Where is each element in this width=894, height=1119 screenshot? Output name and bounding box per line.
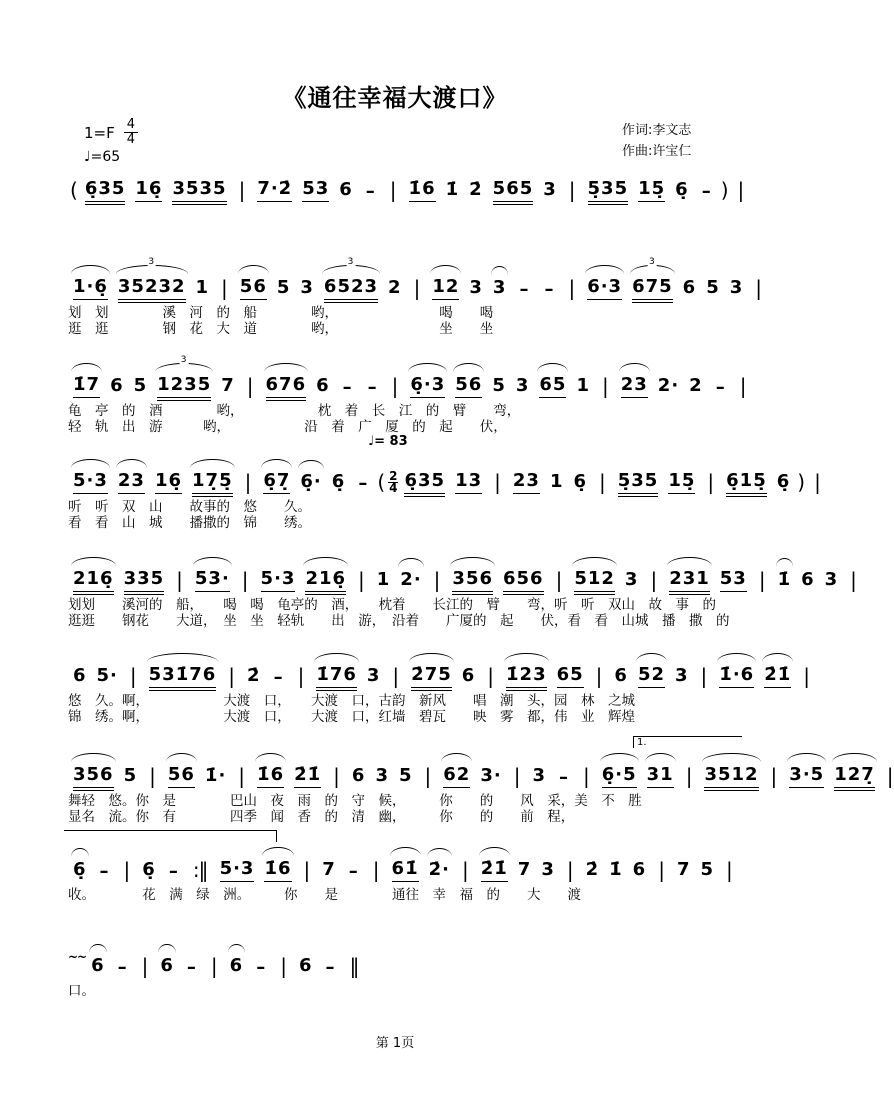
note-group: 512 xyxy=(574,568,615,592)
note-group: 5 xyxy=(492,375,506,396)
first-ending-bracket-continuation xyxy=(64,830,277,842)
barline: | xyxy=(389,178,397,202)
barline: | xyxy=(595,664,603,688)
note-group: 6 xyxy=(461,665,476,686)
note-group: 3512 xyxy=(704,764,758,788)
barline: | xyxy=(358,568,365,592)
note-group: 1̇·6 xyxy=(719,664,754,688)
note-group: 5·3 xyxy=(261,568,296,592)
duration-dash: – xyxy=(715,377,725,398)
note-group: 53· xyxy=(195,568,230,592)
note-group: 6 xyxy=(229,955,244,976)
note-group: 335 xyxy=(124,568,165,592)
note-group: 23 xyxy=(118,470,145,494)
tuplet-number: 3 xyxy=(148,257,156,267)
barline: | xyxy=(566,858,574,882)
barline: | xyxy=(413,276,421,300)
tempo-marking: ♩=65 xyxy=(84,149,121,165)
duration-dash: – xyxy=(519,279,529,300)
note-group: 6 xyxy=(632,859,647,880)
notation-line-3 xyxy=(68,355,748,435)
note-group: 6 xyxy=(682,277,697,298)
duration-dash: – xyxy=(99,861,109,882)
note-group: 675 3 xyxy=(632,276,673,300)
barline: | xyxy=(658,858,665,882)
note-group: 6 xyxy=(298,955,313,976)
lyrics-verse-1: 悠 久。啊， 大渡 口， 大渡 口，古韵 新风 唱 潮 头，园 林 之城 xyxy=(68,693,635,708)
barline: | xyxy=(770,764,778,788)
barline: | xyxy=(737,178,745,202)
note-group: 6̣ xyxy=(331,471,346,492)
barline: | xyxy=(700,664,708,688)
note-group: 6̣15̣ xyxy=(726,470,767,494)
note-group: 1̇ xyxy=(445,179,460,200)
duration-dash: – xyxy=(342,377,352,398)
note-group: 216̣ xyxy=(305,568,346,592)
note-group: 6̣·3 xyxy=(410,374,445,398)
note-group: 1·6̣ xyxy=(73,276,108,300)
key-signature: 1=F xyxy=(84,123,115,142)
note-group: 62 xyxy=(443,764,470,788)
barline: | xyxy=(886,764,894,788)
barline: | xyxy=(814,470,821,494)
note-group: 565 xyxy=(493,178,534,202)
note-group: 6 xyxy=(91,955,105,976)
note-group: 53 xyxy=(720,568,747,592)
note-group: 1̇ xyxy=(777,569,792,590)
note-group: 2̇ xyxy=(469,179,483,200)
note-group: 3 xyxy=(366,665,381,686)
note-group: 7 xyxy=(322,859,336,880)
duration-dash: – xyxy=(558,767,568,788)
note-group: 6̣ xyxy=(142,859,156,880)
barline: | xyxy=(755,276,762,300)
barline: | xyxy=(176,568,183,592)
note-group: 31 xyxy=(647,764,674,788)
note-group: 6̣ xyxy=(776,471,791,492)
duration-dash: – xyxy=(168,861,178,882)
duration-dash: – xyxy=(544,279,554,300)
parenthesis: ( xyxy=(377,470,386,494)
note-group: 6 xyxy=(351,765,366,786)
note-group: 5·3 xyxy=(73,470,108,494)
note-group: 7 xyxy=(221,375,235,396)
notes-row xyxy=(68,948,748,978)
note-group: 356 xyxy=(452,568,493,592)
note-group: 2̇1̇ xyxy=(764,664,791,688)
duration-dash: – xyxy=(367,377,377,398)
duration-dash: – xyxy=(348,861,358,882)
credits-block xyxy=(622,120,691,162)
note-group: 7 xyxy=(676,859,691,880)
barline: | xyxy=(244,470,252,494)
barline: | xyxy=(241,568,249,592)
barline: | xyxy=(246,374,254,398)
barline: | xyxy=(685,764,693,788)
note-group: 3535 xyxy=(172,178,226,202)
note-group: 65 xyxy=(557,664,584,688)
barline: | xyxy=(555,568,563,592)
barline: | xyxy=(601,374,609,398)
barline: | xyxy=(650,568,658,592)
note-group: 3 xyxy=(375,765,389,786)
lyrics-verse-1: 舞轻 悠。你 是 巴山 夜 雨 的 守 候， 你 的 风 采，美 不 胜 xyxy=(68,793,642,808)
note-group: 7·2̇ xyxy=(257,178,292,202)
note-group: 5 xyxy=(133,375,148,396)
duration-dash: – xyxy=(186,957,196,978)
barline: | xyxy=(391,374,399,398)
barline: | xyxy=(228,664,236,688)
note-group: 6̣·5 xyxy=(602,764,637,788)
lyrics-verse-2: 锦 绣。啊， 大渡 口， 大渡 口，红墙 碧瓦 映 雾 都，伟 业 辉煌 xyxy=(68,709,635,724)
note-group: 5·3 xyxy=(220,858,255,882)
note-group: 5 xyxy=(123,765,138,786)
duration-dash: – xyxy=(701,181,711,202)
barline: | xyxy=(726,858,733,882)
repeat-barline: :‖ xyxy=(192,858,208,882)
barline: | xyxy=(758,568,766,592)
note-group: 2̇ xyxy=(247,665,261,686)
note-group: 531̇76 xyxy=(149,664,217,688)
notation-line-8 xyxy=(68,852,748,903)
parenthesis: ( xyxy=(70,178,78,202)
barline: | xyxy=(487,664,495,688)
lyrics-verse-2: 逛 逛 钢 花 大 道 哟， 坐 坐 xyxy=(68,321,494,336)
note-group: 3 xyxy=(675,665,689,686)
barline: | xyxy=(850,568,857,592)
note-group: 3 xyxy=(541,859,555,880)
note-group: 3 xyxy=(300,277,314,298)
key-signature-block xyxy=(84,118,138,165)
note-group: 13 xyxy=(455,470,482,494)
notes-row xyxy=(68,355,748,398)
lyrics-verse-2: 显名 流。你 有 四季 闻 香 的 清 幽， 你 的 前 程， xyxy=(68,809,575,824)
note-group: 3 xyxy=(532,765,546,786)
notes-row xyxy=(68,658,810,688)
note-group: 2 xyxy=(689,375,703,396)
barline: | xyxy=(149,764,156,788)
notes-row xyxy=(68,852,748,882)
duration-dash: – xyxy=(325,957,335,978)
barline: | xyxy=(599,470,606,494)
note-group: 6 xyxy=(160,955,174,976)
note-group: 1 xyxy=(576,375,590,396)
barline: | xyxy=(568,276,576,300)
barline: | xyxy=(141,954,149,978)
note-group: 6̣7̣ xyxy=(263,470,290,494)
lyrics-verse-1: 听 听 双 山 故事的 悠 久。 xyxy=(68,499,311,514)
parenthesis: ) xyxy=(797,470,806,494)
lyrics-verse-2: 看 看 山 城 播撒的 锦 绣。 xyxy=(68,515,311,530)
notes-row xyxy=(68,257,762,300)
note-group: 656 xyxy=(503,568,544,592)
duration-dash: – xyxy=(117,957,127,978)
lyrics-verse-2: 轻 轨 出 游 哟， 沿 着 广 厦 的 起 伏， xyxy=(68,419,507,434)
barline: | xyxy=(568,178,576,202)
note-group: 3 xyxy=(543,179,557,200)
note-group: 216̣ xyxy=(73,568,114,592)
barline: | xyxy=(333,764,340,788)
barline: | xyxy=(424,764,432,788)
barline: | xyxy=(210,954,218,978)
note-group: 3 xyxy=(469,277,483,298)
note-group: 127̣ xyxy=(834,764,875,788)
notation-line-7 xyxy=(68,737,894,825)
note-group: 56 xyxy=(168,764,195,788)
barline: | xyxy=(303,858,311,882)
barline: | xyxy=(494,470,501,494)
note-group: 6 xyxy=(316,375,330,396)
note-group: 1235 3 xyxy=(157,374,211,398)
note-group: 6 xyxy=(614,665,628,686)
note-group: 53 xyxy=(302,178,329,202)
notes-row xyxy=(68,758,894,788)
notation-line-5 xyxy=(68,562,857,629)
note-group: 23 xyxy=(513,470,540,494)
lyricist-credit: 作词:李文志 xyxy=(622,123,692,138)
note-group: 1 xyxy=(195,277,210,298)
barline: | xyxy=(123,858,131,882)
note-group: 23 xyxy=(621,374,648,398)
notation-line-9 xyxy=(68,948,748,999)
note-group: 6 xyxy=(110,375,124,396)
note-group: 6 xyxy=(73,665,87,686)
time-signature-denominator: 4 xyxy=(126,132,136,147)
notation-line-6 xyxy=(68,658,810,725)
tuplet-number: 3 xyxy=(180,355,188,365)
note-group: 52 xyxy=(638,664,665,688)
inline-time-signature: 2 4 xyxy=(389,469,398,495)
note-group: 1̇23 xyxy=(506,664,547,688)
notation-line-4 xyxy=(68,434,821,531)
lyrics-verse-1: 划 划 溪 河 的 船 哟， 喝 喝 xyxy=(68,305,494,320)
notes-row xyxy=(68,464,821,495)
barline: | xyxy=(221,276,228,300)
note-group: 2 xyxy=(388,277,402,298)
barline: | xyxy=(803,664,810,688)
note-group: 6523 3 xyxy=(324,276,378,300)
note-group: 6 xyxy=(801,569,815,590)
barline: | xyxy=(238,764,246,788)
lyrics-verse-1: 划划 溪河的 船， 喝 喝 龟亭的 酒， 枕着 长江的 臂 弯，听 听 双山 故 事 的 xyxy=(68,597,716,612)
note-group: 3· xyxy=(480,765,502,786)
note-group: 5̣35 xyxy=(588,178,629,202)
note-group: 5 xyxy=(398,765,413,786)
note-group: 12 xyxy=(432,276,459,300)
note-group: 6̣ xyxy=(73,859,87,880)
note-group: 356 xyxy=(73,764,114,788)
note-group: 1̇6 xyxy=(409,178,436,202)
note-group: 2̇75 xyxy=(411,664,452,688)
note-group: 1 xyxy=(549,471,564,492)
final-barline: ‖ xyxy=(349,954,360,978)
notation-line-2 xyxy=(68,257,762,337)
note-group: 6̣35 xyxy=(85,178,126,202)
note-group: 15̣ xyxy=(638,178,665,202)
note-group: 6·3 xyxy=(587,276,622,300)
time-signature xyxy=(124,118,138,147)
note-group: 2̇1̇ xyxy=(481,858,508,882)
duration-dash: – xyxy=(273,667,283,688)
note-group: 3 xyxy=(492,277,507,298)
note-group: 3 xyxy=(515,375,530,396)
note-group: 65 xyxy=(539,374,566,398)
barline: | xyxy=(582,764,590,788)
note-group: 3·5 xyxy=(789,764,824,788)
note-group: 6̣ xyxy=(675,179,689,200)
note-group: 15̣ xyxy=(668,470,695,494)
note-group: 2̇1̇ xyxy=(294,764,321,788)
first-ending-label: 1. xyxy=(637,737,647,748)
note-group: 1 xyxy=(376,569,391,590)
barline: | xyxy=(297,664,305,688)
note-group: 3 xyxy=(624,569,639,590)
note-group: 16̣ xyxy=(155,470,182,494)
notes-row xyxy=(68,172,748,202)
trill-mark: ~~ xyxy=(68,950,87,964)
barline: | xyxy=(392,664,400,688)
duration-dash: – xyxy=(365,181,375,202)
note-group: 7 xyxy=(517,859,532,880)
lyrics-verse-2: 逛逛 钢花 大道， 坐 坐 轻轨 出 游， 沿着 广厦的 起 伏，看 看 山城 播 撒 的 xyxy=(68,613,730,628)
note-group: 3 xyxy=(729,277,744,298)
lyrics-verse-1: 收。 花 满 绿 洲。 你 是 通往 幸 福 的 大 渡 xyxy=(68,887,581,902)
note-group: 5 xyxy=(700,859,715,880)
barline: | xyxy=(433,568,441,592)
barline: | xyxy=(707,470,715,494)
note-group: 1̇6 xyxy=(264,858,291,882)
note-group: 5 xyxy=(276,277,291,298)
note-group: 231 xyxy=(669,568,710,592)
barline: | xyxy=(461,858,469,882)
note-group: 6̣· xyxy=(300,471,322,492)
note-group: 1̇6 xyxy=(257,764,284,788)
note-group: 1̇ xyxy=(609,859,623,880)
note-group: 5 xyxy=(706,277,720,298)
barline: | xyxy=(129,664,137,688)
barline: | xyxy=(372,858,380,882)
note-group: 5̣35 xyxy=(618,470,659,494)
duration-dash: – xyxy=(256,957,266,978)
notes-row xyxy=(68,562,857,592)
note-group: 5· xyxy=(96,665,118,686)
barline: | xyxy=(280,954,287,978)
note-group: 2· xyxy=(400,569,422,590)
barline: | xyxy=(739,374,747,398)
note-group: 1̇· xyxy=(204,765,227,786)
note-group: 56 xyxy=(455,374,482,398)
notation-line-1 xyxy=(68,172,748,202)
note-group: 2̇· xyxy=(428,859,450,880)
note-group: 35232 3 xyxy=(118,276,186,300)
note-group: 2· xyxy=(657,375,680,396)
note-group: 61̇ xyxy=(392,858,419,882)
note-group: 56 xyxy=(240,276,267,300)
parenthesis: ) xyxy=(720,178,729,202)
note-group: 6 xyxy=(339,179,353,200)
time-signature-numerator: 4 xyxy=(124,118,138,133)
song-title: 《通往幸福大渡口》 xyxy=(282,86,508,112)
tempo-change-marking: ♩= 83 xyxy=(368,434,408,449)
note-group: 6̣ xyxy=(573,471,587,492)
first-ending-bracket xyxy=(633,736,742,748)
barline: | xyxy=(238,178,246,202)
note-group: 1̇76 xyxy=(316,664,357,688)
note-group: 6̣35 xyxy=(404,470,445,494)
note-group: 16̣ xyxy=(135,178,162,202)
composer-credit: 作曲:许宝仁 xyxy=(622,144,692,159)
note-group: 676 xyxy=(266,374,307,398)
note-group: 1̇7 xyxy=(73,374,100,398)
tuplet-number: 3 xyxy=(347,257,355,267)
note-group: 2̇ xyxy=(585,859,600,880)
page-number: 第 1页 xyxy=(375,1036,415,1051)
tuplet-number: 3 xyxy=(648,257,656,267)
lyrics-verse-1: 龟 亭 的 酒 哟， 枕 着 长 江 的 臂 弯， xyxy=(68,403,521,418)
note-group: 17̣5̣ xyxy=(192,470,233,494)
lyrics-verse-1: 口。 xyxy=(68,983,95,998)
note-group: 3 xyxy=(824,569,839,590)
duration-dash: – xyxy=(358,473,368,494)
barline: | xyxy=(513,764,521,788)
